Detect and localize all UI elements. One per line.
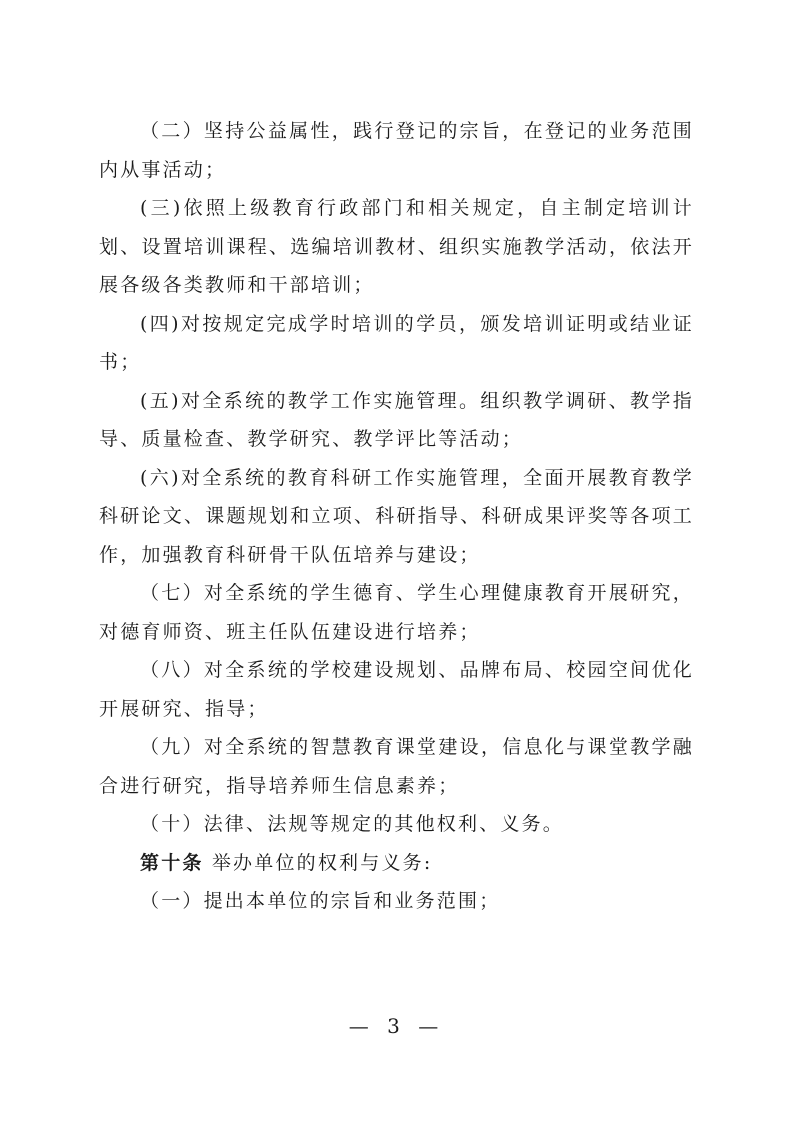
paragraph-text: （十）法律、法规等规定的其他权利、义务。	[140, 813, 565, 835]
paragraph-text: （一）提出本单位的宗旨和业务范围；	[140, 890, 501, 912]
paragraph-text: （二）坚持公益属性，践行登记的宗旨，在登记的业务范围内从事活动；	[99, 120, 694, 181]
paragraph-8	[99, 651, 694, 728]
paragraph-text: （九）对全系统的智慧教育课堂建设，信息化与课堂教学融合进行研究，指导培养师生信息素养；	[99, 736, 694, 797]
paragraph-text: （七）对全系统的学生德育、学生心理健康教育开展研究，对德育师资、班主任队伍建设进行培养；	[99, 582, 694, 643]
paragraph-10	[99, 805, 694, 844]
paragraph-9	[99, 728, 694, 805]
paragraph-11	[99, 882, 694, 921]
paragraph-2	[99, 112, 694, 189]
page-number: — 3 —	[348, 1014, 445, 1038]
paragraph-text: (六)对全系统的教育科研工作实施管理，全面开展教育教学科研论文、课题规划和立项、科研指导、科研成果评奖等各项工作，加强教育科研骨干队伍培养与建设；	[99, 466, 694, 566]
paragraph-6	[99, 459, 694, 575]
paragraph-text: (四)对按规定完成学时培训的学员，颁发培训证明或结业证书；	[99, 312, 694, 373]
paragraph-7	[99, 574, 694, 651]
paragraph-5	[99, 382, 694, 459]
paragraph-text: (五)对全系统的教学工作实施管理。组织教学调研、教学指导、质量检查、教学研究、教学评比等活动；	[99, 389, 694, 450]
document-body	[99, 112, 694, 921]
paragraph-4	[99, 305, 694, 382]
paragraph-text: 举办单位的权利与义务:	[203, 851, 433, 874]
paragraph-text: (三)依照上级教育行政部门和相关规定，自主制定培训计划、设置培训课程、选编培训教材、组织实施教学活动，依法开展各级各类教师和干部培训；	[99, 197, 694, 296]
paragraph-text: （八）对全系统的学校建设规划、品牌布局、校园空间优化开展研究、指导；	[99, 659, 694, 720]
article-10-heading	[99, 844, 694, 883]
article-number: 第十条	[140, 851, 204, 874]
paragraph-3	[99, 189, 694, 305]
